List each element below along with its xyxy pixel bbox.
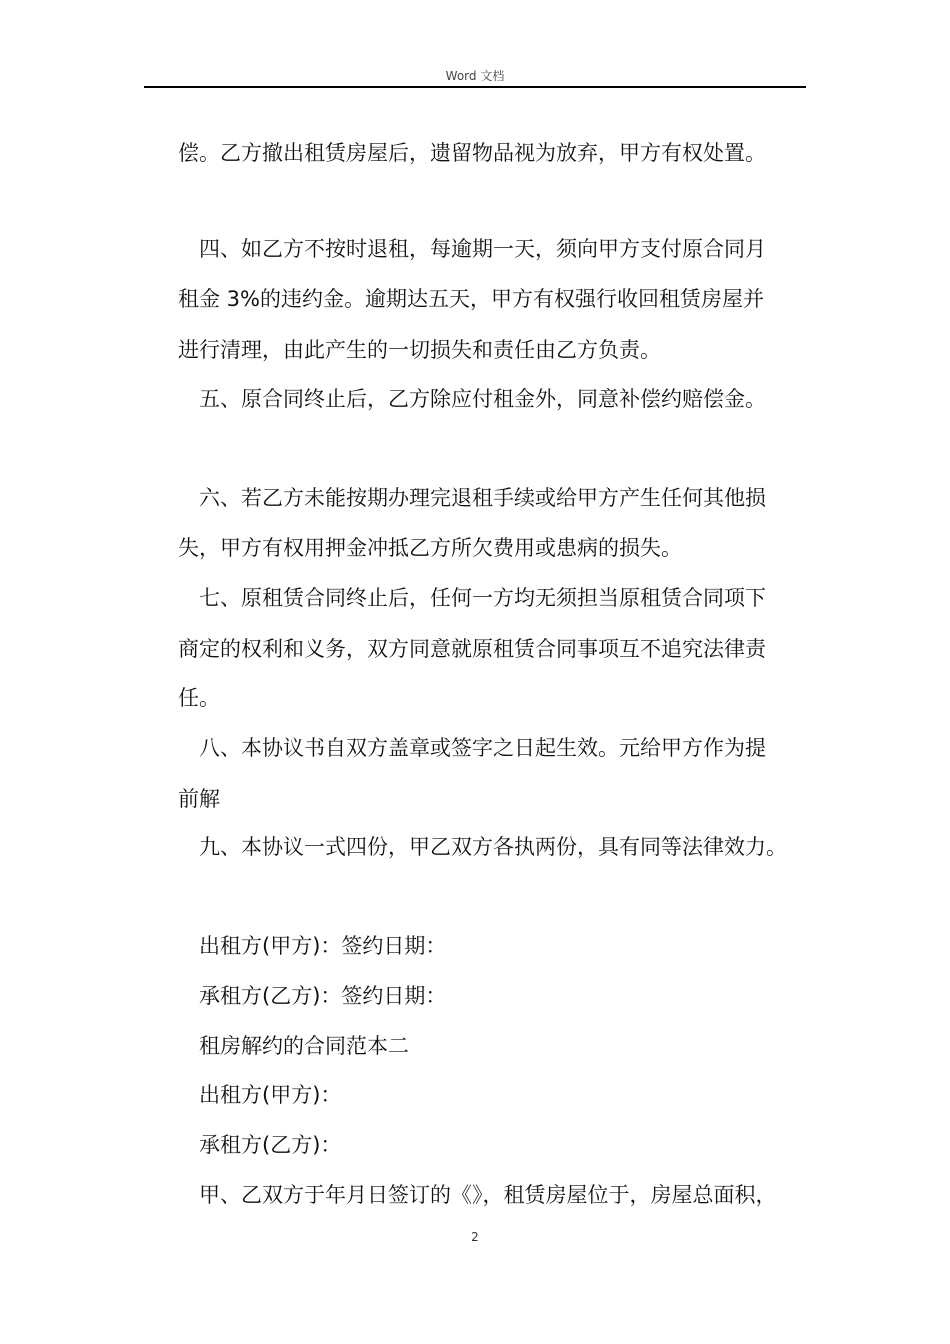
paragraph-line: 进行清理，由此产生的一切损失和责任由乙方负责。 (178, 338, 661, 362)
paragraph-line: 六、若乙方未能按期办理完退租手续或给甲方产生任何其他损 (199, 486, 766, 510)
signature-line: 出租方(甲方)：签约日期： (199, 934, 447, 958)
party-line: 承租方(乙方)： (199, 1133, 342, 1157)
paragraph-line: 七、原租赁合同终止后，任何一方均无须担当原租赁合同项下 (199, 586, 766, 610)
paragraph-line: 九、本协议一式四份，甲乙双方各执两份，具有同等法律效力。 (199, 835, 787, 859)
paragraph-line: 甲、乙双方于年月日签订的《》，租赁房屋位于，房屋总面积， (199, 1183, 777, 1207)
paragraph-line: 偿。乙方撤出租赁房屋后，遗留物品视为放弃，甲方有权处置。 (178, 141, 766, 165)
paragraph-line: 前解 (178, 787, 220, 811)
paragraph-line: 八、本协议书自双方盖章或签字之日起生效。元给甲方作为提 (199, 736, 766, 760)
paragraph-line: 五、原合同终止后，乙方除应付租金外，同意补偿约赔偿金。 (199, 387, 766, 411)
paragraph-line: 失，甲方有权用押金冲抵乙方所欠费用或患病的损失。 (178, 536, 682, 560)
page-header: Word 文档 (445, 69, 505, 83)
signature-line: 承租方(乙方)：签约日期： (199, 984, 447, 1008)
party-line: 出租方(甲方)： (199, 1083, 342, 1107)
page-number: 2 (471, 1230, 479, 1244)
header-divider (144, 86, 806, 88)
paragraph-line: 租金 3%的违约金。逾期达五天，甲方有权强行收回租赁房屋并 (178, 287, 764, 311)
section-title: 租房解约的合同范本二 (199, 1034, 409, 1058)
paragraph-line: 四、如乙方不按时退租，每逾期一天，须向甲方支付原合同月 (199, 237, 766, 261)
paragraph-line: 商定的权利和义务，双方同意就原租赁合同事项互不追究法律责 (178, 637, 766, 661)
paragraph-line: 任。 (178, 686, 220, 710)
